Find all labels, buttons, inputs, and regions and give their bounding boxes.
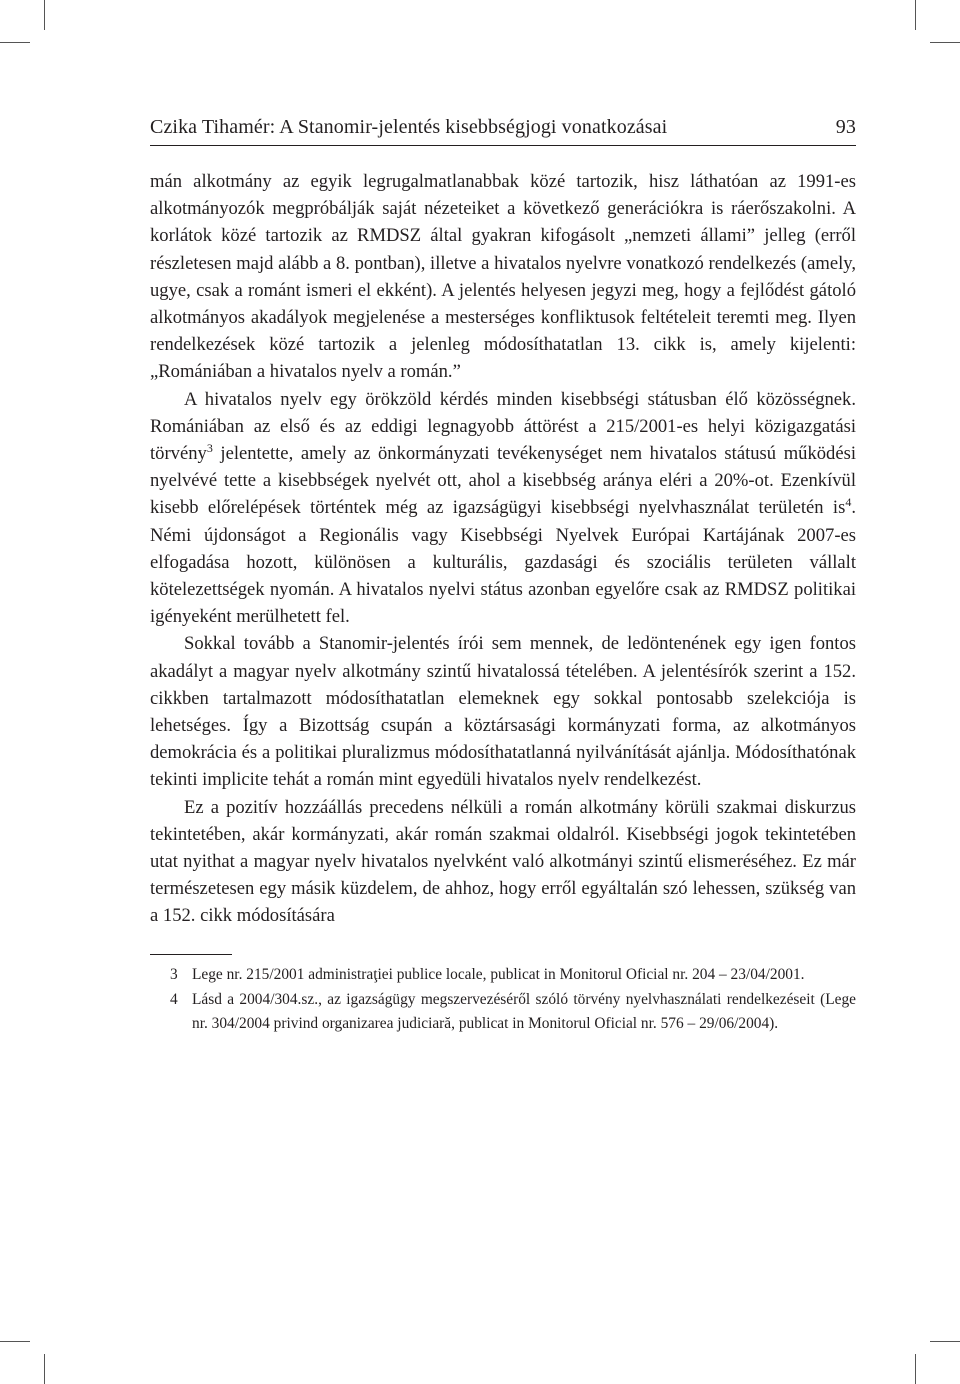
paragraph — [150, 386, 856, 631]
footnote-text: Lásd a 2004/304.sz., az igazságügy megszervezéséről szóló törvény nyelvhasználati rendelkezéseit (Lege nr. 304/2004 privind organizarea judiciară, publicat in Monitorul Oficial nr. 576 – 29/06/2004). — [192, 990, 856, 1033]
footnote-number: 4 — [170, 990, 178, 1008]
running-title: Czika Tihamér: A Stanomir-jelentés kisebbségjogi vonatkozásai — [150, 116, 668, 138]
paragraph-text: . Némi újdonságot a Regionális vagy Kisebbségi Nyelvek Európai Kartájának 2007-es elfogadása hozott, különösen a kulturális, gazdasági és szociális területen vállalt kötelezettségek nyomán. A hivatalos nyelvi státus azonban egyelőre csak az RMDSZ politikai igényeként merülhetett fel. — [150, 497, 856, 628]
footnote-reference[interactable]: 3 — [206, 441, 213, 456]
footnote — [150, 963, 856, 988]
paragraph-text: jelentette, amely az önkormányzati tevékenységet nem hivatalos státusú működési nyelvévé tette a kisebbségek nyelvét ott, ahol a kisebbség aránya eléri a 20%-ot. Ezenkívül kisebb előrelépések történtek még az igazságügyi kisebbségi nyelvhasználat területén is — [150, 443, 856, 519]
crop-mark — [44, 0, 45, 30]
crop-mark — [0, 42, 30, 43]
body-text — [150, 168, 856, 930]
crop-mark — [930, 1341, 960, 1342]
crop-mark — [44, 1354, 45, 1384]
page-number: 93 — [835, 116, 856, 138]
footnotes — [150, 963, 856, 1037]
crop-mark — [915, 0, 916, 30]
footnote-text: Lege nr. 215/2001 administraţiei publice locale, publicat in Monitorul Oficial nr. 204 – 23/04/2001. — [192, 966, 805, 984]
running-header — [150, 116, 856, 146]
crop-mark — [915, 1354, 916, 1384]
crop-mark — [930, 42, 960, 43]
paragraph: Ez a pozitív hozzáállás precedens nélküli a román alkotmány körüli szakmai diskurzus tekintetében, akár kormányzati, akár román szakmai oldalról. Kisebbségi jogok tekintetében utat nyithat a magyar nyelv hivatalos nyelvként való alkotmányi szintű elismeréséhez. Ez már természetesen egy másik küzdelem, de ahhoz, hogy erről egyáltalán szó lehessen, szükség van a 152. cikk módosítására — [150, 796, 856, 927]
page — [150, 116, 856, 1037]
paragraph-text: A hivatalos nyelv egy örökzöld kérdés minden kisebbségi státusban élő közösségnek. Romániában az első és az eddigi legnagyobb áttörést a 215/2001-es helyi közigazgatási törvény — [150, 388, 856, 465]
footnote-reference[interactable]: 4 — [845, 495, 852, 510]
crop-mark — [0, 1341, 30, 1342]
paragraph: mán alkotmány az egyik legrugalmatlanabbak közé tartozik, hisz láthatóan az 1991-es alkotmányozók megpróbálják saját nézeteiket a következő generációkra is ráerőszakolni. A korlátok közé tartozik az RMDSZ által gyakran kifogásolt „nemzeti állami” jelleg (erről részletesen majd alább a 8. pontban), illetve a hivatalos nyelvre vonatkozó rendelkezés (amely, ugye, csak a románt ismeri el ekként). A jelentés helyesen jegyzi meg, hogy a fejlődést gátoló alkotmányos akadályok megjelenése a mesterséges konfliktusok feltételeit teremti meg. Ilyen rendelkezések közé tartozik a jelenleg módosíthatatlan 13. cikk is, amely kijelenti: „Romániában a hivatalos nyelv a román.” — [150, 171, 856, 383]
footnote-separator — [150, 954, 232, 956]
footnote-number: 3 — [170, 966, 178, 984]
footnote — [150, 988, 856, 1037]
paragraph: Sokkal tovább a Stanomir-jelentés írói sem mennek, de ledöntenének egy igen fontos akadályt a magyar nyelv alkotmány szintű hivatalossá tételében. A jelentésírók szerint a 152. cikkben tartalmazott módosíthatatlan elemeknek egy sokkal pontosabb szelekciója is lehetséges. Így a Bizottság csupán a köztársasági kormányzati forma, az alkotmányos demokrácia és a politikai pluralizmus módosíthatatlanná nyilvánítását ajánlja. Módosíthatónak tekinti implicite tehát a román mint egyedüli hivatalos nyelv rendelkezést. — [150, 633, 856, 791]
